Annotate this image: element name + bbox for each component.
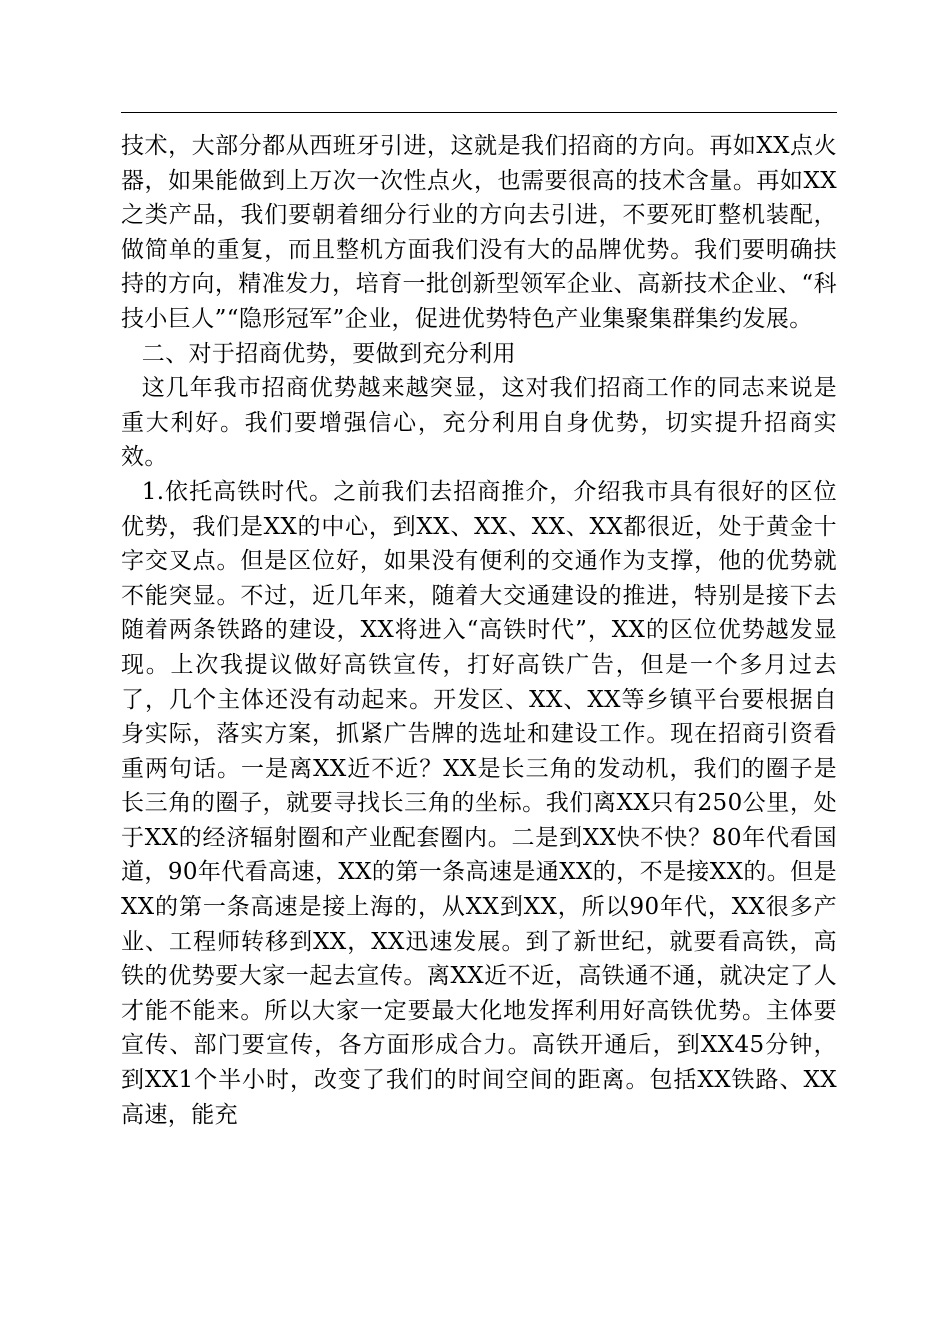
paragraph-high-speed-rail: 1.依托高铁时代。之前我们去招商推介，介绍我市具有很好的区位优势，我们是XX的中心，到XX、XX、XX、XX都很近，处于黄金十字交叉点。但是区位好，如果没有便利的交通作为支撑，他的优势就不能突显。不过，近几年来，随着大交通建设的推进，特别是接下去随着两条铁路的建设，XX将进入“高铁时代”，XX的区位优势越发显现。上次我提议做好高铁宣传，打好高铁广告，但是一个多月过去了，几个主体还没有动起来。开发区、XX、XX等乡镇平台要根据自身实际，落实方案，抓紧广告牌的选址和建设工作。现在招商引资看重两句话。一是离XX近不近？XX是长三角的发动机，我们的圈子是长三角的圈子，就要寻找长三角的坐标。我们离XX只有250公里，处于XX的经济辐射圈和产业配套圈内。二是到XX快不快？80年代看国道，90年代看高速，XX的第一条高速是通XX的，不是接XX的。但是XX的第一条高速是接上海的，从XX到XX，所以90年代，XX很多产业、工程师转移到XX，XX迅速发展。到了新世纪，就要看高铁，高铁的优势要大家一起去宣传。离XX近不近，高铁通不通，就决定了人才能不能来。所以大家一定要最大化地发挥利用好高铁优势。主体要宣传、部门要宣传，各方面形成合力。高铁开通后，到XX45分钟，到XX1个半小时，改变了我们的时间空间的距离。包括XX铁路、XX高速，能充 bbox=[121, 478, 837, 1128]
paragraph-intro: 这几年我市招商优势越来越突显，这对我们招商工作的同志来说是重大利好。我们要增强信心，充分利用自身优势，切实提升招商实效。 bbox=[121, 375, 837, 471]
paragraph-continuation: 技术，大部分都从西班牙引进，这就是我们招商的方向。再如XX点火器，如果能做到上万次一次性点火，也需要很高的技术含量。再如XX之类产品，我们要朝着细分行业的方向去引进，不要死盯整机装配，做简单的重复，而且整机方面我们没有大的品牌优势。我们要明确扶持的方向，精准发力，培育一批创新型领军企业、高新技术企业、“科技小巨人”“隐形冠军”企业，促进优势特色产业集聚集群集约发展。 bbox=[121, 133, 837, 332]
header-rule bbox=[121, 112, 837, 113]
section-heading: 二、对于招商优势，要做到充分利用 bbox=[141, 340, 517, 367]
document-body bbox=[121, 129, 837, 1132]
